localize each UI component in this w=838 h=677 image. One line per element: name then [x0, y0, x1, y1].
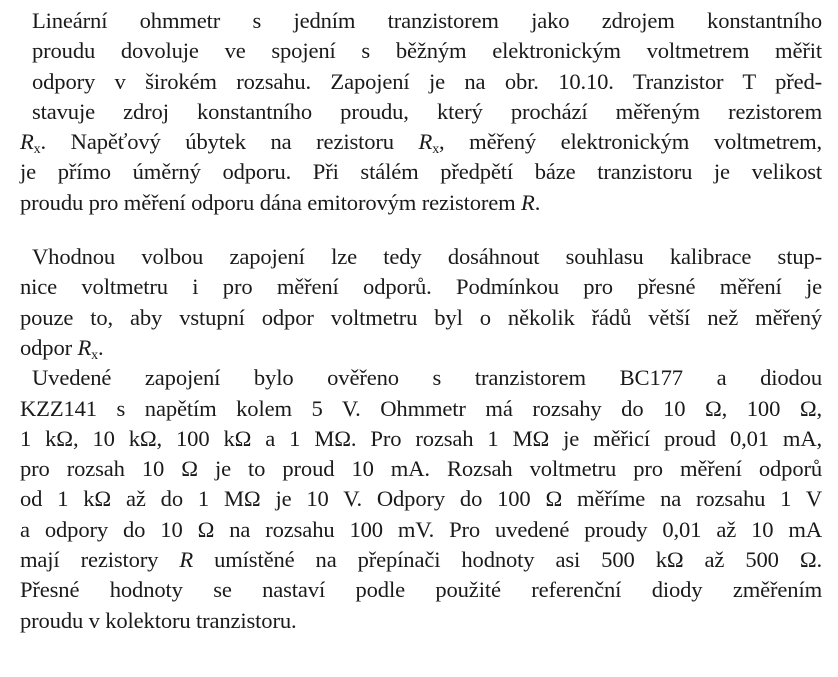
text-line: od 1 kΩ až do 1 MΩ je 10 V. Odpory do 100 Ω měříme na rozsahu 1 V	[20, 486, 822, 512]
symbol-r: R	[77, 334, 92, 360]
paragraph-2	[20, 242, 822, 363]
text-run: .	[97, 334, 104, 360]
paragraph-3	[20, 363, 822, 636]
document-page	[20, 6, 822, 636]
text-line: proudu v kolektoru tranzistoru.	[20, 607, 297, 633]
text-line: stavuje zdroj konstantního proudu, který prochází měřeným rezistorem	[32, 98, 822, 124]
subscript-x: x	[33, 142, 41, 158]
text-line: a odpory do 10 Ω na rozsahu 100 mV. Pro uvedené proudy 0,01 až 10 mA	[20, 516, 822, 542]
symbol-r: R	[179, 547, 194, 573]
text-line: Vhodnou volbou zapojení lze tedy dosáhnout souhlasu kalibrace stup-	[32, 244, 822, 270]
symbol-r: R	[521, 189, 535, 215]
paragraph-1	[20, 6, 822, 218]
text-run: , měřený elektronickým voltmetrem,	[439, 129, 823, 155]
text-line: odpory v širokém rozsahu. Zapojení je na obr. 10.10. Tranzistor T před-	[32, 68, 822, 94]
text-line: pouze to, aby vstupní odpor voltmetru byl o několik řádů větší než měřený	[20, 304, 822, 330]
text-run: mají rezistory	[20, 547, 180, 573]
text-line	[20, 545, 822, 575]
symbol-r: R	[418, 129, 433, 155]
text-line	[20, 127, 822, 157]
subscript-x: x	[432, 142, 440, 158]
text-line: proudu dovoluje ve spojení s běžným elektronickým voltmetrem měřit	[32, 38, 822, 64]
text-run: .	[534, 189, 541, 215]
text-line: Přesné hodnoty se nastaví podle použité referenční diody změřením	[20, 577, 822, 603]
text-line: pro rozsah 10 Ω je to proud 10 mA. Rozsah voltmetru pro měření odporů	[20, 456, 822, 482]
symbol-r: R	[20, 129, 34, 155]
text-line: Uvedené zapojení bylo ověřeno s tranzistorem BC177 a diodou	[32, 365, 822, 391]
text-line	[20, 333, 822, 363]
subscript-x: x	[91, 347, 98, 363]
text-line: Lineární ohmmetr s jedním tranzistorem jako zdrojem konstantního	[32, 8, 822, 33]
text-line: je přímo úměrný odporu. Při stálém předpětí báze tranzistoru je velikost	[20, 159, 822, 185]
text-line: nice voltmetru i pro měření odporů. Podmínkou pro přesné měření je	[20, 274, 822, 300]
text-run: umístěné na přepínači hodnoty asi 500 kΩ až 500 Ω.	[193, 547, 823, 573]
text-line: 1 kΩ, 10 kΩ, 100 kΩ a 1 MΩ. Pro rozsah 1 MΩ je měřicí proud 0,01 mA,	[20, 425, 822, 451]
text-line	[20, 188, 822, 218]
text-run: proudu pro měření odporu dána emitorovým rezistorem	[20, 189, 522, 215]
text-line: KZZ141 s napětím kolem 5 V. Ohmmetr má rozsahy do 10 Ω, 100 Ω,	[20, 395, 822, 421]
text-run: . Napěťový úbytek na rezistoru	[40, 129, 419, 155]
text-run: odpor	[20, 334, 78, 360]
